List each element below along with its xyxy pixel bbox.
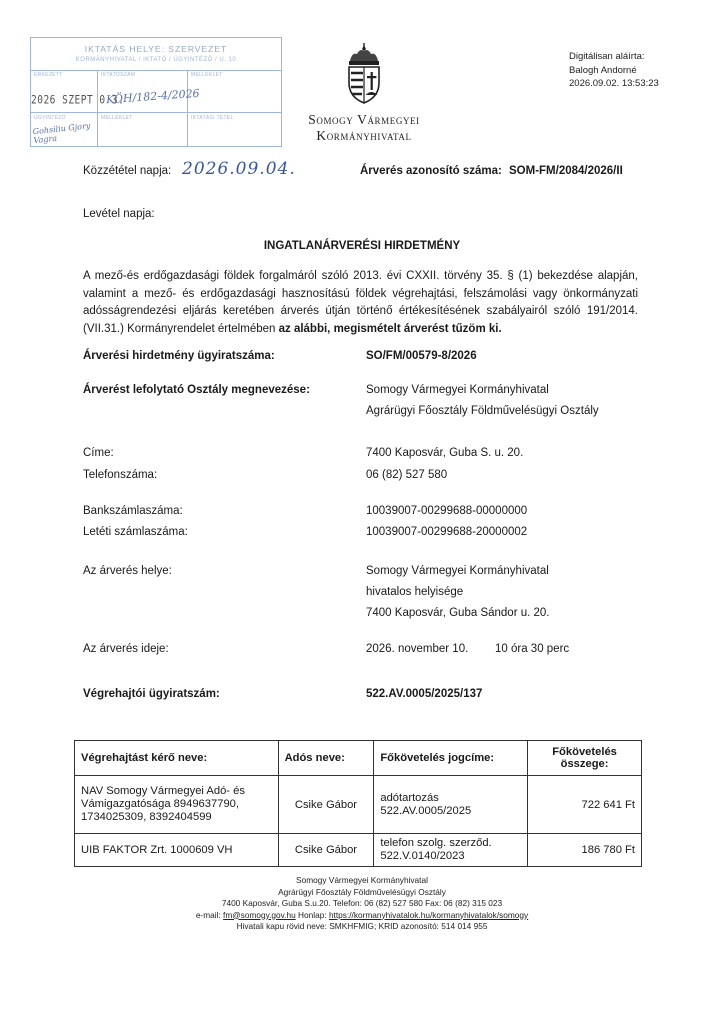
published-label: Közzététel napja:	[83, 165, 172, 177]
footer-web-link[interactable]: https://kormanyhivatalok.hu/kormanyhivatalok/somogy	[328, 909, 529, 920]
signature-timestamp: 2026.09.02. 13:53:23	[569, 78, 659, 89]
stamp-label-item: IKTATÁSI TÉTEL	[191, 115, 234, 121]
debtor-cell: Csike Gábor	[278, 834, 374, 867]
footer-email-label: e-mail:	[195, 909, 221, 920]
registration-stamp	[30, 37, 282, 147]
deposit-label: Letéti számlaszáma:	[83, 526, 188, 538]
claim-title-cell: telefon szolg. szerződ. 522.V.0140/2023	[374, 834, 528, 867]
organization-line-1: Somogy Vármegyei	[308, 112, 420, 127]
table-row	[75, 776, 642, 834]
case-no-label: Árverési hirdetmény ügyiratszáma:	[83, 350, 275, 362]
deposit-value: 10039007-00299688-20000002	[366, 526, 528, 538]
intro-text: A mező-és erdőgazdasági földek forgalmáról szóló 2013. évi CXXII. törvény 35. § (1) bekezdése alapján, valamint a mező- és erdőgazdasági hasznosítású földek végrehajtási, felszámolási vagy önkormányzati adósságrendezési eljárás keretében árverés útján történő értékesítésének szabályairól szóló 191/2014. (VII.31.) Kormányrendelet értelmében	[83, 270, 638, 335]
bank-value: 10039007-00299688-00000000	[366, 505, 528, 517]
table-row	[75, 834, 642, 867]
place-value-2: hivatalos helyisége	[366, 586, 464, 598]
stamp-label-attachment: MELLÉKLET	[191, 72, 223, 78]
amount-cell: 186 780 Ft	[528, 834, 642, 867]
time-hour: 10 óra 30 perc	[495, 643, 570, 655]
footer-line-4	[150, 910, 574, 922]
footer-line-1: Somogy Vármegyei Kormányhivatal	[296, 875, 428, 885]
organization-name	[288, 112, 440, 144]
enforcement-label: Végrehajtói ügyiratszám:	[83, 688, 220, 700]
claims-table	[74, 740, 642, 867]
dept-label: Árverést lefolytató Osztály megnevezése:	[83, 384, 310, 396]
signature-name: Balogh Andorné	[569, 64, 637, 76]
digital-signature	[569, 50, 659, 91]
time-label: Az árverés ideje:	[83, 643, 169, 655]
signature-label: Digitálisan aláírta:	[569, 51, 645, 62]
requester-cell: UIB FAKTOR Zrt. 1000609 VH	[75, 834, 279, 867]
stamp-received-date: 2026 SZEPT 0 3.	[31, 93, 125, 108]
time-date: 2026. november 10.	[366, 643, 469, 655]
dept-value-2: Agrárügyi Főosztály Földművelésügyi Osztály	[366, 405, 599, 417]
intro-paragraph	[83, 268, 638, 338]
published-date: 2026.09.04.	[182, 159, 296, 179]
stamp-label-officer: ÜGYINTÉZŐ	[34, 115, 66, 121]
address-value: 7400 Kaposvár, Guba S. u. 20.	[366, 447, 524, 459]
stamp-handwritten-name: Gohsiliu Gjory Vagra	[32, 121, 91, 146]
place-value-3: 7400 Kaposvár, Guba Sándor u. 20.	[366, 607, 550, 619]
debtor-cell: Csike Gábor	[278, 776, 374, 834]
footer-web-label: Honlap:	[298, 909, 327, 920]
address-label: Címe:	[83, 447, 114, 459]
footer-line-2: Agrárügyi Főosztály Földművelésügyi Osztály	[278, 886, 446, 897]
footer-email-link[interactable]: fm@somogy.gov.hu	[223, 909, 296, 920]
amount-cell: 722 641 Ft	[528, 776, 642, 834]
stamp-title: IKTATÁS HELYE: SZERVEZET	[84, 44, 228, 54]
stamp-label-received: ÉRKEZETT	[34, 72, 63, 78]
claim-title-cell: adótartozás 522.AV.0005/2025	[374, 776, 528, 834]
stamp-label-attachment-2: MELLÉKLET	[101, 115, 133, 121]
enforcement-value: 522.AV.0005/2025/137	[366, 688, 483, 700]
document-title: INGATLANÁRVERÉSI HIRDETMÉNY	[263, 240, 461, 252]
header-title: Főkövetelés jogcíme:	[374, 741, 528, 776]
stamp-subtitle: KORMÁNYHIVATAL / IKTATÓ / ÜGYINTÉZŐ / U. 10	[75, 57, 237, 63]
header-requester: Végrehajtást kérő neve:	[75, 741, 279, 776]
stamp-handwritten-number: KÖH/182-4/2026	[105, 86, 200, 107]
header-amount: Főkövetelés összege:	[528, 741, 642, 776]
claims-header-row	[75, 741, 642, 776]
header-debtor: Adós neve:	[278, 741, 374, 776]
coat-of-arms-icon	[342, 43, 386, 109]
footer-line-5: Hivatali kapu rövid neve: SMKHFMIG; KRID azonosító: 514 014 955	[236, 921, 488, 931]
place-label: Az árverés helye:	[83, 565, 172, 577]
bank-label: Bankszámlaszáma:	[83, 505, 183, 517]
requester-cell: NAV Somogy Vármegyei Adó- és Vámigazgatósága 8949637790, 1734025309, 8392404599	[75, 776, 279, 834]
place-value-1: Somogy Vármegyei Kormányhivatal	[366, 565, 549, 577]
case-no-value: SO/FM/00579-8/2026	[366, 350, 477, 362]
auction-id-label: Árverés azonosító száma:	[360, 165, 502, 177]
footer-line-3: 7400 Kaposvár, Guba S.u.20. Telefon: 06 (82) 527 580 Fax: 06 (82) 315 023	[221, 898, 503, 908]
withdrawal-label: Levétel napja:	[83, 208, 155, 220]
stamp-label-regno: IKTATÓSZÁM	[101, 72, 136, 78]
phone-value: 06 (82) 527 580	[366, 469, 448, 481]
footer	[150, 875, 574, 933]
dept-value-1: Somogy Vármegyei Kormányhivatal	[366, 384, 549, 396]
phone-label: Telefonszáma:	[83, 469, 158, 481]
organization-line-2: Kormányhivatal	[316, 128, 412, 143]
auction-id-value: SOM-FM/2084/2026/II	[509, 165, 623, 177]
intro-bold-tail: az alábbi, megismételt árverést tűzöm ki.	[278, 322, 502, 335]
